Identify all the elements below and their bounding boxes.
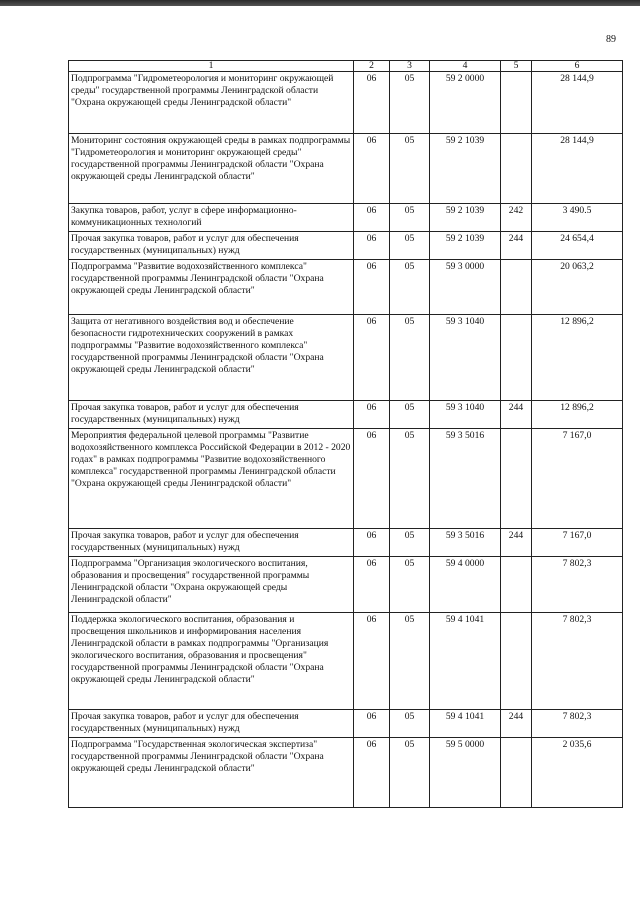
amount-cell: 7 802,3 <box>532 557 623 613</box>
section-code-cell: 06 <box>354 204 390 232</box>
subsection-code-cell: 05 <box>390 613 430 710</box>
table-row <box>69 738 623 808</box>
target-article-cell: 59 3 5016 <box>430 429 501 529</box>
section-code-cell: 06 <box>354 613 390 710</box>
section-code-cell: 06 <box>354 529 390 557</box>
amount-cell: 3 490.5 <box>532 204 623 232</box>
expense-type-cell <box>501 429 532 529</box>
subsection-code-cell: 05 <box>390 429 430 529</box>
target-article-cell: 59 4 1041 <box>430 613 501 710</box>
row-name-cell: Прочая закупка товаров, работ и услуг для обеспечения государственных (муниципальных) нужд <box>69 401 354 429</box>
target-article-cell: 59 3 0000 <box>430 260 501 315</box>
amount-cell: 12 896,2 <box>532 315 623 401</box>
amount-cell: 28 144,9 <box>532 72 623 134</box>
expense-type-cell <box>501 738 532 808</box>
amount-cell: 7 802,3 <box>532 613 623 710</box>
table-header-row <box>69 61 623 72</box>
subsection-code-cell: 05 <box>390 134 430 204</box>
subsection-code-cell: 05 <box>390 529 430 557</box>
target-article-cell: 59 3 1040 <box>430 401 501 429</box>
budget-table <box>68 60 623 808</box>
table-row <box>69 134 623 204</box>
row-name-cell: Прочая закупка товаров, работ и услуг для обеспечения государственных (муниципальных) нужд <box>69 529 354 557</box>
target-article-cell: 59 2 1039 <box>430 232 501 260</box>
target-article-cell: 59 2 1039 <box>430 204 501 232</box>
target-article-cell: 59 4 0000 <box>430 557 501 613</box>
page-number: 89 <box>606 34 616 45</box>
row-name-cell: Мероприятия федеральной целевой программы "Развитие водохозяйственного комплекса Российской Федерации в 2012 - 2020 годах" в рамках подпрограммы "Развитие водохозяйственного комплекса" государственной программы Ленинградской области "Охрана окружающей среды Ленинградской области" <box>69 429 354 529</box>
target-article-cell: 59 4 1041 <box>430 710 501 738</box>
subsection-code-cell: 05 <box>390 738 430 808</box>
expense-type-cell: 244 <box>501 529 532 557</box>
column-header: 5 <box>501 61 532 72</box>
table-row <box>69 557 623 613</box>
section-code-cell: 06 <box>354 315 390 401</box>
subsection-code-cell: 05 <box>390 401 430 429</box>
row-name-cell: Подпрограмма "Развитие водохозяйственного комплекса" государственной программы Ленинградской области "Охрана окружающей среды Ленинградской области" <box>69 260 354 315</box>
row-name-cell: Мониторинг состояния окружающей среды в рамках подпрограммы "Гидрометеорология и мониторинг окружающей среды" государственной программы Ленинградской области "Охрана окружающей среды Ленинградской области" <box>69 134 354 204</box>
table-row <box>69 429 623 529</box>
expense-type-cell: 242 <box>501 204 532 232</box>
row-name-cell: Подпрограмма "Государственная экологическая экспертиза" государственной программы Ленинградской области "Охрана окружающей среды Ленинградской области" <box>69 738 354 808</box>
target-article-cell: 59 5 0000 <box>430 738 501 808</box>
section-code-cell: 06 <box>354 134 390 204</box>
row-name-cell: Подпрограмма "Организация экологического воспитания, образования и просвещения" государственной программы Ленинградской области "Охрана окружающей среды Ленинградской области" <box>69 557 354 613</box>
expense-type-cell <box>501 134 532 204</box>
table-row <box>69 204 623 232</box>
section-code-cell: 06 <box>354 710 390 738</box>
amount-cell: 7 802,3 <box>532 710 623 738</box>
column-header: 2 <box>354 61 390 72</box>
table-body <box>69 72 623 808</box>
amount-cell: 24 654,4 <box>532 232 623 260</box>
amount-cell: 7 167,0 <box>532 429 623 529</box>
row-name-cell: Подпрограмма "Гидрометеорология и мониторинг окружающей среды" государственной программы Ленинградской области "Охрана окружающей среды Ленинградской области" <box>69 72 354 134</box>
expense-type-cell: 244 <box>501 232 532 260</box>
row-name-cell: Поддержка экологического воспитания, образования и просвещения школьников и информирования населения Ленинградской области в рамках подпрограммы "Организация экологического воспитания, образования и просвещения" государственной программы Ленинградской области "Охрана окружающей среды Ленинградской области" <box>69 613 354 710</box>
section-code-cell: 06 <box>354 738 390 808</box>
subsection-code-cell: 05 <box>390 72 430 134</box>
table-row <box>69 613 623 710</box>
amount-cell: 12 896,2 <box>532 401 623 429</box>
section-code-cell: 06 <box>354 232 390 260</box>
row-name-cell: Прочая закупка товаров, работ и услуг для обеспечения государственных (муниципальных) нужд <box>69 710 354 738</box>
subsection-code-cell: 05 <box>390 315 430 401</box>
section-code-cell: 06 <box>354 260 390 315</box>
row-name-cell: Прочая закупка товаров, работ и услуг для обеспечения государственных (муниципальных) нужд <box>69 232 354 260</box>
amount-cell: 28 144,9 <box>532 134 623 204</box>
table-row <box>69 401 623 429</box>
amount-cell: 7 167,0 <box>532 529 623 557</box>
section-code-cell: 06 <box>354 401 390 429</box>
amount-cell: 20 063,2 <box>532 260 623 315</box>
expense-type-cell <box>501 557 532 613</box>
target-article-cell: 59 3 1040 <box>430 315 501 401</box>
expense-type-cell: 244 <box>501 401 532 429</box>
expense-type-cell <box>501 72 532 134</box>
table-row <box>69 232 623 260</box>
table-row <box>69 72 623 134</box>
subsection-code-cell: 05 <box>390 204 430 232</box>
scan-top-edge <box>0 0 640 6</box>
column-header: 4 <box>430 61 501 72</box>
subsection-code-cell: 05 <box>390 557 430 613</box>
expense-type-cell <box>501 260 532 315</box>
expense-type-cell: 244 <box>501 710 532 738</box>
expense-type-cell <box>501 613 532 710</box>
subsection-code-cell: 05 <box>390 232 430 260</box>
section-code-cell: 06 <box>354 429 390 529</box>
subsection-code-cell: 05 <box>390 710 430 738</box>
target-article-cell: 59 3 5016 <box>430 529 501 557</box>
table-row <box>69 529 623 557</box>
table-row <box>69 315 623 401</box>
column-header: 1 <box>69 61 354 72</box>
table-row <box>69 260 623 315</box>
target-article-cell: 59 2 1039 <box>430 134 501 204</box>
column-header: 3 <box>390 61 430 72</box>
row-name-cell: Защита от негативного воздействия вод и обеспечение безопасности гидротехнических сооружений в рамках подпрограммы "Развитие водохозяйственного комплекса" государственной программы Ленинградской области "Охрана окружающей среды Ленинградской области" <box>69 315 354 401</box>
amount-cell: 2 035,6 <box>532 738 623 808</box>
table-row <box>69 710 623 738</box>
row-name-cell: Закупка товаров, работ, услуг в сфере информационно-коммуникационных технологий <box>69 204 354 232</box>
column-header: 6 <box>532 61 623 72</box>
target-article-cell: 59 2 0000 <box>430 72 501 134</box>
section-code-cell: 06 <box>354 72 390 134</box>
subsection-code-cell: 05 <box>390 260 430 315</box>
section-code-cell: 06 <box>354 557 390 613</box>
expense-type-cell <box>501 315 532 401</box>
